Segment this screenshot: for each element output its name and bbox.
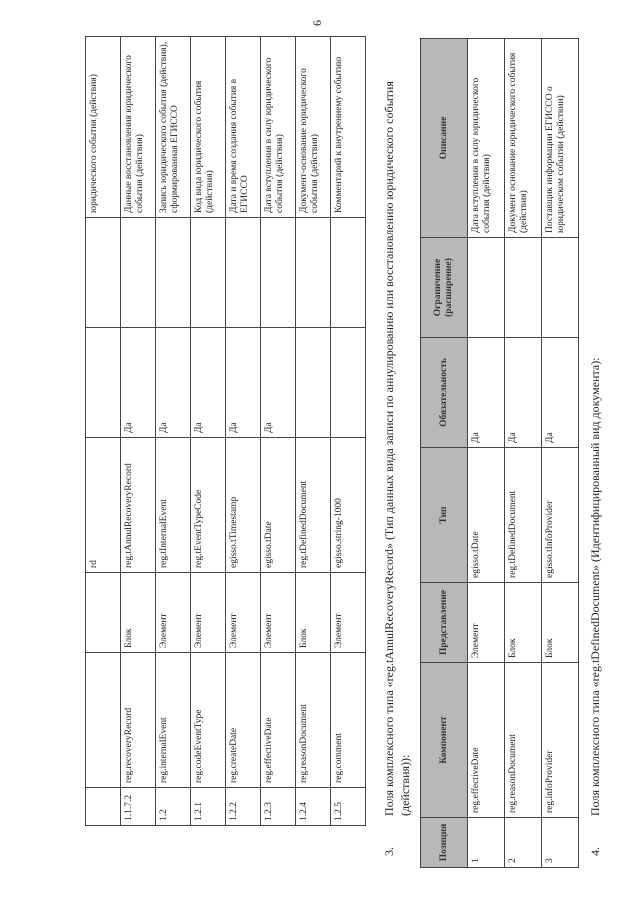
cell-mandatory: Да <box>505 337 542 447</box>
cell-representation <box>86 572 121 652</box>
cell-restriction <box>542 237 579 337</box>
cell-position: 1.2.1 <box>191 787 226 825</box>
table-row <box>505 38 542 867</box>
cell-type: egisso.tInfoProvider <box>542 447 579 582</box>
cell-component <box>86 652 121 787</box>
cell-description: Дата вступления в силу юридического события (действия) <box>468 38 505 237</box>
header-component: Компонент <box>421 662 468 817</box>
cell-mandatory <box>331 327 366 437</box>
cell-description: Документ-основание юридического события (действия) <box>296 36 331 217</box>
cell-position <box>86 787 121 825</box>
cell-representation: Элемент <box>156 572 191 652</box>
section-text: Поля комплексного типа «reg.tAnnulRecoveryRecord» (Тип данных вида записи по аннулированию или восстановлению юридического события (действия)): <box>382 80 412 816</box>
cell-type: reg.tDefinedDocument <box>296 437 331 572</box>
table-row <box>542 38 579 867</box>
cell-component: reg.reasonDocument <box>296 652 331 787</box>
cell-mandatory: Да <box>191 327 226 437</box>
cell-description: Запись юридического события (действия), сформированная ЕГИССО <box>156 36 191 217</box>
cell-description: Поставщик информации ЕГИССО о юридическом событии (действии) <box>542 38 579 237</box>
table-row <box>86 36 121 825</box>
cell-representation: Элемент <box>468 582 505 662</box>
table-row <box>121 36 156 825</box>
cell-type: reg.tEventTypeCode <box>191 437 226 572</box>
table-row <box>468 38 505 867</box>
table-row <box>331 36 366 825</box>
section-text: Поля комплексного типа «reg.tDefinedDocument» (Идентифицированный вид документа): <box>588 356 602 816</box>
cell-restriction <box>156 217 191 327</box>
header-representation: Представление <box>421 582 468 662</box>
fields-table-continued <box>85 36 366 826</box>
cell-representation: Блок <box>296 572 331 652</box>
table-row <box>296 36 331 825</box>
cell-position: 1 <box>468 817 505 867</box>
header-restriction: Ограничение (расширение) <box>421 237 468 337</box>
cell-type: reg.tDefinedDocument <box>505 447 542 582</box>
cell-component: reg.effectiveDate <box>468 662 505 817</box>
table-row <box>156 36 191 825</box>
cell-component: reg.infoProvider <box>542 662 579 817</box>
cell-component: reg.codeEventType <box>191 652 226 787</box>
section-3-heading <box>382 26 413 856</box>
cell-type: reg.tInternalEvent <box>156 437 191 572</box>
cell-representation: Элемент <box>191 572 226 652</box>
cell-restriction <box>86 217 121 327</box>
cell-component: reg.effectiveDate <box>261 652 296 787</box>
cell-mandatory: Да <box>226 327 261 437</box>
cell-description: Дата вступления в силу юридического события (действия) <box>261 36 296 217</box>
cell-representation: Блок <box>542 582 579 662</box>
cell-restriction <box>121 217 156 327</box>
cell-restriction <box>296 217 331 327</box>
cell-type: egisso.string-1000 <box>331 437 366 572</box>
cell-restriction <box>226 217 261 327</box>
cell-position: 1.2.2 <box>226 787 261 825</box>
cell-mandatory: Да <box>468 337 505 447</box>
page-number: 6 <box>310 19 324 26</box>
cell-representation: Элемент <box>331 572 366 652</box>
cell-component: reg.reasonDocument <box>505 662 542 817</box>
cell-description: Документ основание юридического события (действия) <box>505 38 542 237</box>
cell-position: 1.2.4 <box>296 787 331 825</box>
table-row <box>191 36 226 825</box>
cell-representation: Блок <box>121 572 156 652</box>
cell-position: 2 <box>505 817 542 867</box>
cell-type: reg.tAnnulRecoveryRecord <box>121 437 156 572</box>
cell-mandatory: Да <box>261 327 296 437</box>
cell-position: 1.2.3 <box>261 787 296 825</box>
cell-type: rd <box>86 437 121 572</box>
cell-mandatory <box>86 327 121 437</box>
cell-description: Данные восстановления юридического события (действия) <box>121 36 156 217</box>
cell-description: Комментарий к внутреннему событию <box>331 36 366 217</box>
cell-representation: Элемент <box>261 572 296 652</box>
cell-position: 3 <box>542 817 579 867</box>
cell-representation: Блок <box>505 582 542 662</box>
table-row <box>261 36 296 825</box>
table-header-row <box>421 38 468 867</box>
header-mandatory: Обязательность <box>421 337 468 447</box>
cell-type: egisso.tTimestamp <box>226 437 261 572</box>
cell-restriction <box>505 237 542 337</box>
cell-position: 1.1.7.2 <box>121 787 156 825</box>
cell-restriction <box>468 237 505 337</box>
cell-description: Код вида юридического события (действия) <box>191 36 226 217</box>
cell-component: reg.comment <box>331 652 366 787</box>
table-row <box>226 36 261 825</box>
section-number: 4. <box>588 846 602 856</box>
cell-mandatory <box>296 327 331 437</box>
cell-restriction <box>261 217 296 327</box>
cell-component: reg.createDate <box>226 652 261 787</box>
annul-recovery-record-table <box>420 38 579 868</box>
cell-mandatory: Да <box>156 327 191 437</box>
header-type: Тип <box>421 447 468 582</box>
header-description: Описание <box>421 38 468 237</box>
section-number: 3. <box>382 846 396 856</box>
cell-description: Дата и время создания события в ЕГИССО <box>226 36 261 217</box>
cell-mandatory: Да <box>121 327 156 437</box>
cell-position: 1.2.5 <box>331 787 366 825</box>
cell-restriction <box>331 217 366 327</box>
cell-description: юридического события (действия) <box>86 36 121 217</box>
cell-restriction <box>191 217 226 327</box>
section-4-heading <box>588 26 604 856</box>
header-position: Позиция <box>421 817 468 867</box>
cell-type: egisso.tDate <box>468 447 505 582</box>
cell-representation: Элемент <box>226 572 261 652</box>
cell-mandatory: Да <box>542 337 579 447</box>
document-page <box>20 14 620 904</box>
cell-position: 1.2 <box>156 787 191 825</box>
cell-component: reg.recoveryRecord <box>121 652 156 787</box>
cell-component: reg.internalEvent <box>156 652 191 787</box>
cell-type: egisso.tDate <box>261 437 296 572</box>
